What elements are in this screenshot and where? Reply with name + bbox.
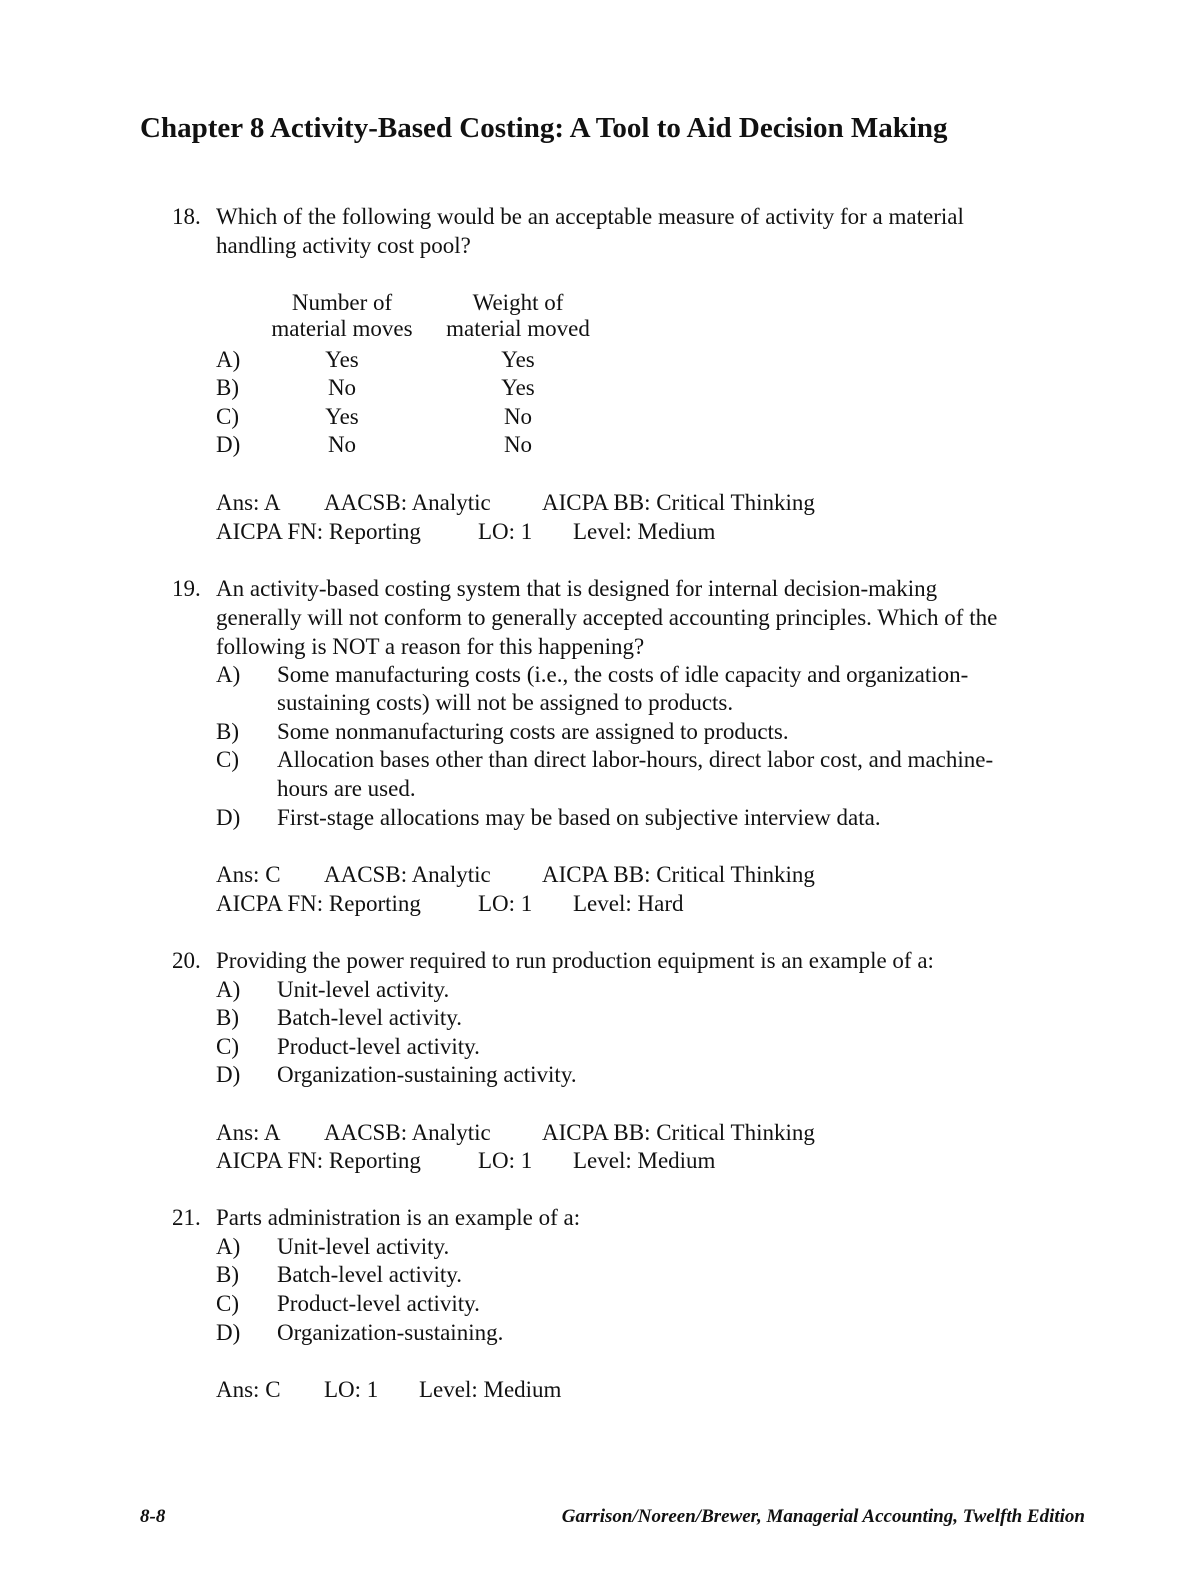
option-text: Batch-level activity. (277, 1262, 462, 1287)
option-letter: B) (216, 1005, 239, 1030)
table-row-letter: A) (216, 347, 241, 372)
option-letter: D) (216, 1062, 241, 1087)
option-letter: A) (216, 662, 241, 687)
aicpa-bb-tag: AICPA BB: Critical Thinking (542, 490, 815, 515)
question-text-line: Which of the following would be an acceptable measure of activity for a material (216, 204, 964, 229)
table-cell: Yes (325, 347, 359, 372)
option-text: Organization-sustaining. (277, 1320, 504, 1345)
header-line: material moves (271, 316, 413, 341)
question-text-line: generally will not conform to generally accepted accounting principles. Which of the (216, 605, 998, 630)
level-tag: Level: Medium (573, 1148, 716, 1173)
option-text: Some nonmanufacturing costs are assigned to products. (277, 719, 789, 744)
answer-line (216, 862, 815, 888)
source-citation: Garrison/Noreen/Brewer, Managerial Accounting, Twelfth Edition (561, 1506, 1085, 1527)
answer-key: Ans: A (216, 490, 281, 515)
option-letter: B) (216, 1262, 239, 1287)
page-number: 8-8 (140, 1506, 166, 1527)
table-cell: Yes (325, 404, 359, 429)
level-tag: Level: Medium (419, 1377, 562, 1402)
option-letter: D) (216, 805, 241, 830)
answer-line (216, 490, 815, 516)
option-letter: C) (216, 747, 239, 772)
question-text-line: Parts administration is an example of a: (216, 1205, 581, 1230)
question-text-line: Providing the power required to run production equipment is an example of a: (216, 948, 934, 973)
header-line: Weight of (472, 290, 564, 315)
option-text: Unit-level activity. (277, 1234, 450, 1259)
option-text: Organization-sustaining activity. (277, 1062, 577, 1087)
table-cell: No (327, 375, 357, 400)
answer-key: Ans: C (216, 1377, 281, 1402)
answer-line (216, 1120, 815, 1146)
aicpa-fn-tag: AICPA FN: Reporting (216, 519, 421, 544)
option-letter: B) (216, 719, 239, 744)
level-tag: Level: Hard (573, 891, 684, 916)
header-line: material moved (446, 316, 590, 341)
option-text: Batch-level activity. (277, 1005, 462, 1030)
question-number: 20. (172, 948, 201, 973)
question-text-line: following is NOT a reason for this happening? (216, 634, 645, 659)
option-text: Product-level activity. (277, 1291, 480, 1316)
question-number: 19. (172, 576, 201, 601)
chapter-title: Chapter 8 Activity-Based Costing: A Tool to Aid Decision Making (140, 112, 948, 144)
option-text: First-stage allocations may be based on subjective interview data. (277, 805, 881, 830)
table-header-col1 (262, 290, 422, 342)
question-number: 18. (172, 204, 201, 229)
answer-meta-line (216, 519, 715, 545)
level-tag: Level: Medium (573, 519, 716, 544)
aicpa-fn-tag: AICPA FN: Reporting (216, 891, 421, 916)
question-text-line: handling activity cost pool? (216, 233, 471, 258)
table-cell: Yes (501, 375, 535, 400)
option-text: sustaining costs) will not be assigned to products. (277, 690, 734, 715)
option-letter: A) (216, 1234, 241, 1259)
lo-tag: LO: 1 (478, 519, 533, 544)
answer-key: Ans: C (216, 862, 281, 887)
option-letter: D) (216, 1320, 241, 1345)
table-cell: No (327, 432, 357, 457)
table-row-letter: B) (216, 375, 239, 400)
option-letter: A) (216, 977, 241, 1002)
header-line: Number of (291, 290, 393, 315)
answer-meta-line (216, 891, 683, 917)
lo-tag: LO: 1 (478, 1148, 533, 1173)
aacsb-tag: AACSB: Analytic (324, 862, 491, 887)
option-text: Some manufacturing costs (i.e., the costs of idle capacity and organization- (277, 662, 969, 687)
table-cell: Yes (501, 347, 535, 372)
lo-tag: LO: 1 (478, 891, 533, 916)
answer-line (216, 1377, 561, 1403)
option-letter: C) (216, 1291, 239, 1316)
question-text-line: An activity-based costing system that is designed for internal decision-making (216, 576, 938, 601)
table-row-letter: C) (216, 404, 239, 429)
option-text: Unit-level activity. (277, 977, 450, 1002)
aacsb-tag: AACSB: Analytic (324, 490, 491, 515)
aacsb-tag: AACSB: Analytic (324, 1120, 491, 1145)
table-header-col2 (438, 290, 598, 342)
question-number: 21. (172, 1205, 201, 1230)
table-row-letter: D) (216, 432, 241, 457)
option-text: Allocation bases other than direct labor-hours, direct labor cost, and machine- (277, 747, 994, 772)
option-letter: C) (216, 1034, 239, 1059)
answer-key: Ans: A (216, 1120, 281, 1145)
lo-tag: LO: 1 (324, 1377, 379, 1402)
aicpa-bb-tag: AICPA BB: Critical Thinking (542, 862, 815, 887)
aicpa-fn-tag: AICPA FN: Reporting (216, 1148, 421, 1173)
answer-meta-line (216, 1148, 715, 1174)
aicpa-bb-tag: AICPA BB: Critical Thinking (542, 1120, 815, 1145)
table-cell: No (503, 432, 533, 457)
table-cell: No (503, 404, 533, 429)
option-text: hours are used. (277, 776, 416, 801)
option-text: Product-level activity. (277, 1034, 480, 1059)
